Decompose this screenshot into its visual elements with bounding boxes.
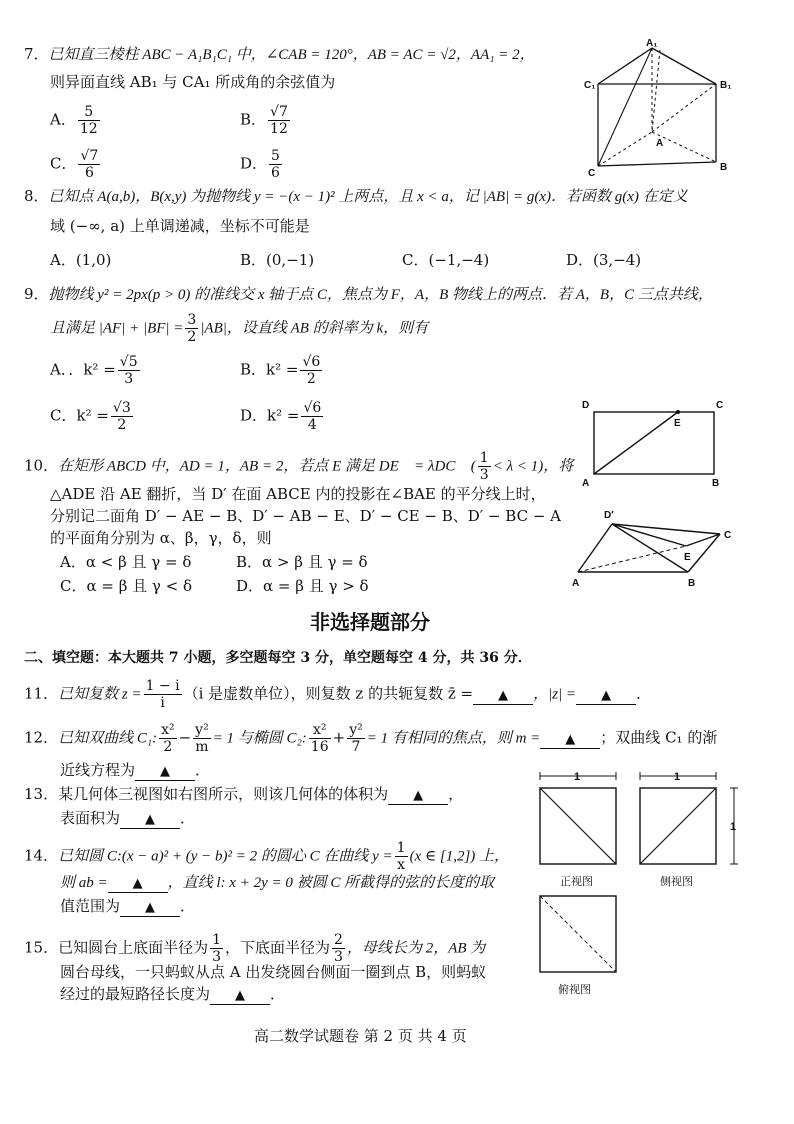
q14-line3: 值范围为 ▲ ．: [60, 897, 196, 915]
q10-option-c: C．α = β 且 γ < δ: [60, 577, 193, 595]
answer-blank[interactable]: ▲: [576, 688, 636, 705]
q8-line2: 域 (−∞, a) 上单调递减，坐标不可能是: [50, 217, 310, 235]
q8-option-d: D．(3,−4): [566, 251, 642, 269]
rectangle-figure: [578, 396, 738, 492]
q7-line2: 则异面直线 AB₁ 与 CA₁ 所成角的余弦值为: [50, 73, 336, 91]
q13-line1: 13．某几何体三视图如右图所示，则该几何体的体积为 ▲ ，: [24, 785, 464, 803]
q8-option-a: A．(1,0): [50, 251, 112, 269]
q9-option-a: A．．k² = $\frac{√5}{3}$: [50, 354, 138, 387]
question-number: 11．: [24, 684, 59, 703]
label-b: B: [720, 162, 728, 173]
label-c: C: [724, 530, 732, 541]
top-view-caption: 俯视图: [558, 983, 591, 996]
q15-line2: 圆台母线，一只蚂蚁从点 A 出发绕圆台侧面一圈到点 B，则蚂蚁: [60, 963, 487, 981]
answer-blank[interactable]: ▲: [108, 876, 168, 893]
q10-line1: 10．在矩形 ABCD 中，AD = 1，AB = 2，若点 E 满足 DE⃗ = λDC⃗ ( $\frac{1}{3}$ < λ < 1)，将: [24, 450, 574, 483]
label-b: B: [688, 578, 696, 589]
q14-line2: 则 ab = ▲ ，直线 l: x + 2y = 0 被圆 C 所截得的弦的长度的取: [60, 875, 495, 891]
label-d: D: [582, 400, 590, 411]
answer-blank[interactable]: ▲: [135, 764, 195, 781]
q10-option-d: D．α = β 且 γ > δ: [236, 577, 369, 595]
q9-line2: 且满足 |AF| + |BF| = $\frac{3}{2}$ |AB|，设直线 AB 的斜率为 k，则有: [50, 312, 429, 345]
answer-blank[interactable]: ▲: [120, 812, 180, 829]
q13-line2: 表面积为 ▲ ．: [60, 809, 196, 827]
label-a1: A₁: [646, 38, 658, 49]
q9-option-c: C．k² = $\frac{√3}{2}$: [50, 400, 131, 433]
q10-line2: △ADE 沿 AE 翻折，当 D′ 在面 ABCE 内的投影在∠BAE 的平分线上时，: [50, 485, 546, 503]
question-number: 10．: [24, 456, 59, 475]
question-number: 15．: [24, 938, 59, 957]
q8-option-c: C．(−1,−4): [402, 251, 490, 269]
q9-option-d: D．k² = $\frac{√6}{4}$: [240, 400, 322, 433]
label-a: A: [582, 478, 590, 489]
q9-option-b: B．k² = $\frac{√6}{2}$: [240, 354, 321, 387]
answer-blank[interactable]: ▲: [388, 788, 448, 805]
q8-option-b: B．(0,−1): [240, 251, 315, 269]
dim-front: 1: [574, 771, 581, 783]
answer-blank[interactable]: ▲: [210, 988, 270, 1005]
q12-line2: 近线方程为 ▲ ．: [60, 761, 211, 779]
label-c: C: [588, 168, 596, 179]
label-e: E: [684, 552, 691, 563]
q7-line1: 7．已知直三棱柱 ABC − A₁B₁C₁ 中，∠CAB = 120°，AB = AC = √2，AA₁ = 2，: [24, 45, 535, 63]
q15-line3: 经过的最短路径长度为 ▲ ．: [60, 985, 286, 1003]
q10-option-a: A．α < β 且 γ = δ: [60, 553, 192, 571]
answer-blank[interactable]: ▲: [120, 900, 180, 917]
front-view-caption: 正视图: [560, 875, 593, 888]
question-number: 13．: [24, 785, 59, 803]
label-b: B: [712, 478, 720, 489]
question-number: 14．: [24, 846, 59, 865]
prism-figure: [584, 36, 744, 180]
page-footer: 高二数学试题卷 第 2 页 共 4 页: [254, 1027, 467, 1045]
label-c1: C₁: [584, 80, 596, 91]
label-c: C: [716, 400, 724, 411]
side-view-caption: 侧视图: [660, 875, 693, 888]
question-number: 7．: [24, 45, 49, 63]
question-number: 9．: [24, 285, 49, 303]
question-number: 12．: [24, 728, 59, 747]
dim-side: 1: [674, 771, 681, 783]
answer-blank[interactable]: ▲: [540, 732, 600, 749]
folded-figure: [566, 506, 746, 598]
q12-line1: 12．已知双曲线 C₁: $\frac{\text{x²}}{2}$ − $\frac{\text{y²}}{m}$ = 1 与椭圆 C₂: $\frac{\text{x²}}{16}$ + $\frac{\text{y²}}{7}$ = 1 有相同的焦点，则 m = ▲ ；双曲线 C₁ 的渐: [24, 722, 718, 755]
label-a: A: [656, 138, 664, 149]
answer-blank[interactable]: ▲: [473, 688, 533, 705]
q11-line: 11．已知复数 z = $\frac{1 - i}{i}$ （i 是虚数单位），则复数 z 的共轭复数 z̄ = ▲ ，|z| = ▲ ．: [24, 678, 652, 711]
q7-option-c: C． $\frac{√7}{6}$: [50, 148, 99, 181]
q14-line1: 14．已知圆 C:(x − a)² + (y − b)² = 2 的圆心 C 在曲线 y = $\frac{1}{x}$ (x ∈ [1,2]) 上，: [24, 840, 510, 873]
label-e: E: [674, 418, 681, 429]
q8-line1: 8．已知点 A(a,b)，B(x,y) 为抛物线 y = −(x − 1)² 上两点，且 x < a，记 |AB| = g(x)．若函数 g(x) 在定义: [24, 187, 688, 205]
dim-height: 1: [730, 821, 737, 833]
section-2-header: 二、填空题：本大题共 7 小题，多空题每空 3 分，单空题每空 4 分，共 36 分．: [24, 650, 532, 666]
section-title: 非选择题部分: [310, 610, 430, 634]
q10-line3: 分别记二面角 D′ − AE − B、D′ − AB − E、D′ − CE − B、D′ − BC − A: [50, 507, 562, 525]
q10-line4: 的平面角分别为 α、β，γ，δ，则: [50, 529, 272, 547]
q9-line1: 9．抛物线 y² = 2px(p > 0) 的准线交 x 轴于点 C，焦点为 F，A，B 物线上的两点．若 A，B，C 三点共线，: [24, 285, 713, 303]
label-b1: B₁: [720, 80, 732, 91]
q15-line1: 15．已知圆台上底面半径为 $\frac{1}{3}$ ，下底面半径为 $\frac{2}{3}$ ，母线长为 2，AB 为: [24, 932, 486, 965]
label-d-prime: D′: [604, 510, 614, 521]
question-number: 8．: [24, 187, 49, 205]
q7-option-a: A． $\frac{5}{12}$: [50, 104, 98, 137]
q7-option-d: D． $\frac{5}{6}$: [240, 148, 280, 181]
label-a: A: [572, 578, 580, 589]
q10-option-b: B．α > β 且 γ = δ: [236, 553, 368, 571]
q7-option-b: B． $\frac{√7}{12}$: [240, 104, 288, 137]
